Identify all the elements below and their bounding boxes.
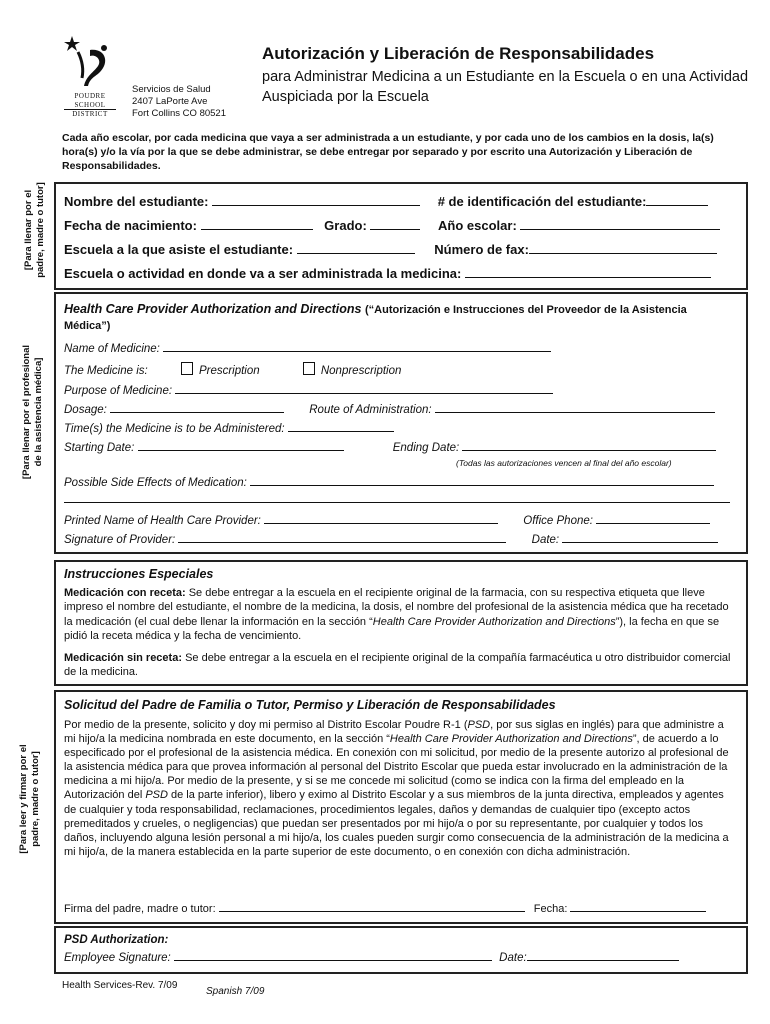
page-subtitle: para Administrar Medicina a un Estudiante en la Escuela o en una Actividad Auspiciada por la Escuela (262, 69, 749, 105)
employee-date-label: Date: (499, 952, 527, 964)
nonprescription-label: Nonprescription (320, 365, 402, 377)
medicine-name-field[interactable] (163, 340, 551, 352)
provider-name-label: Printed Name of Health Care Provider: (64, 515, 261, 527)
provider-name-field[interactable] (264, 512, 498, 524)
activity-label: Escuela o actividad en donde va a ser administrada la medicina: (64, 266, 462, 281)
student-name-label: Nombre del estudiante: (64, 194, 209, 209)
office-phone-label: Office Phone: (523, 515, 593, 527)
otc-instructions (64, 651, 734, 680)
purpose-field[interactable] (175, 382, 553, 394)
student-name-field[interactable] (212, 194, 420, 206)
special-instructions-section (54, 560, 748, 686)
dept-street: 2407 LaPorte Ave (132, 96, 208, 107)
footer-rev: Health Services-Rev. 7/09 (62, 980, 178, 991)
rx-text-1: Se debe entregar a la escuela en el recipiente original de la farmacia, con su respectiva etiqueta que lleve impreso el nombre del estudiante, el nombre de la medicina, la dosis, el nombre del profesional de la asistencia médica que ha recetado la medicación (el cual debe llenar la información en la sección “ (64, 587, 729, 628)
release-section (54, 690, 748, 924)
side-effects-field[interactable] (250, 474, 714, 486)
side-label-parent (23, 155, 47, 305)
release-text-2: , por sus siglas en inglés) para que administre a mi hijo/a la medicina nombrada en este documento, en la sección “ (64, 719, 724, 746)
release-text (64, 718, 734, 859)
release-text-1: Por medio de la presente, solicito y doy mi permiso al Distrito Escolar Poudre R-1 ( (64, 719, 468, 731)
page-title: Autorización y Liberación de Responsabilidades (262, 44, 655, 63)
school-field[interactable] (297, 242, 415, 254)
side-effects-label: Possible Side Effects of Medication: (64, 477, 247, 489)
rx-label: Medicación con receta: (64, 587, 186, 599)
side-label-release-1: [Para leer y firmar por el (18, 744, 29, 854)
special-title: Instrucciones Especiales (64, 567, 214, 581)
student-id-label: # de identificación del estudiante: (437, 194, 647, 209)
side-label-parent-2: padre, madre o tutor] (35, 182, 46, 278)
department-address (132, 84, 226, 120)
school-label: Escuela a la que asiste el estudiante: (64, 242, 294, 257)
parent-signature-label: Firma del padre, madre o tutor: (64, 903, 216, 915)
dept-city: Fort Collins CO 80521 (132, 108, 226, 119)
side-label-provider-1: [Para llenar por el profesional (21, 344, 32, 480)
provider-section (54, 292, 748, 554)
release-text-4: de la parte inferior), libero y eximo al Distrito Escolar y a sus miembros de la junta directiva, empleados y agentes de cualquier y toda responsabilidad, reclamaciones, procedimientos legales, daños y demandas de cualquier tipo (excepto actos premeditados y crueles, o negligencias) que puedan ser presentados por mi hijo/a o por su representante, por cualquier y todos los daños, incluyendo alguna lesión personal a mi hijo/a, los cuales pueden surgir como consecuencia de la administración de la medicina a mi hijo/a, de la manera establecida en la parte superior de este documento, o en conexión con dicha administración. (64, 789, 729, 858)
otc-label: Medicación sin receta: (64, 652, 182, 664)
side-effects-field-2[interactable] (64, 491, 730, 503)
district-logo (60, 30, 120, 122)
employee-date-field[interactable] (527, 949, 679, 961)
school-year-field[interactable] (520, 218, 720, 230)
dosage-label: Dosage: (64, 404, 107, 416)
dosage-field[interactable] (110, 401, 284, 413)
rx-instructions (64, 586, 734, 643)
intro-text: Cada año escolar, por cada medicina que vaya a ser administrada a un estudiante, y por cada uno de los cambios en la dosis, la(s) hora(s) y/o la vía por la que se debe administrar, se debe entregar por separado y por escrito una Autorización y Liberación de Responsabilidades. (62, 132, 714, 172)
ending-date-field[interactable] (462, 439, 716, 451)
release-psd-2: PSD (145, 789, 168, 802)
purpose-label: Purpose of Medicine: (64, 385, 173, 397)
release-ref: Health Care Provider Authorization and Directions (389, 733, 633, 746)
provider-date-label: Date: (531, 534, 560, 546)
fax-label: Número de fax: (434, 242, 529, 257)
nonprescription-checkbox[interactable] (303, 362, 315, 375)
provider-signature-field[interactable] (178, 531, 506, 543)
logo-text-1: POUDRE (74, 92, 106, 100)
release-psd: PSD (467, 719, 491, 731)
provider-date-field[interactable] (562, 531, 718, 543)
side-label-parent-1: [Para llenar por el (23, 189, 34, 271)
side-label-provider (21, 317, 45, 507)
route-field[interactable] (435, 401, 715, 413)
psd-auth-title: PSD Authorization: (64, 934, 169, 946)
starting-date-field[interactable] (138, 439, 344, 451)
times-field[interactable] (288, 420, 394, 432)
student-id-field[interactable] (646, 194, 708, 206)
employee-signature-label: Employee Signature: (64, 952, 171, 964)
grade-label: Grado: (324, 218, 367, 233)
side-label-provider-2: de la asistencia médica] (33, 357, 44, 467)
times-label: Time(s) the Medicine is to be Administered: (64, 423, 285, 435)
expiration-note: (Todas las autorizaciones vencen al final del año escolar) (456, 458, 672, 468)
provider-title: Health Care Provider Authorization and Directions (64, 302, 362, 316)
starting-date-label: Starting Date: (64, 442, 135, 454)
provider-header (64, 302, 734, 334)
birth-date-label: Fecha de nacimiento: (64, 218, 197, 233)
fax-field[interactable] (529, 242, 717, 254)
birth-date-field[interactable] (201, 218, 313, 230)
route-label: Route of Administration: (309, 404, 432, 416)
school-year-label: Año escolar: (438, 218, 517, 233)
dept-name: Servicios de Salud (132, 84, 211, 95)
rx-ref: Health Care Provider Authorization and Directions (372, 615, 616, 628)
footer-spanish: Spanish 7/09 (206, 986, 265, 997)
otc-text: Se debe entregar a la escuela en el recipiente original de la compañía farmacéutica u otro distribuidor comercial de la medicina. (64, 652, 731, 679)
medicine-name-label: Name of Medicine: (64, 343, 160, 355)
ending-date-label: Ending Date: (392, 442, 460, 454)
parent-info-section (54, 182, 748, 290)
release-title: Solicitud del Padre de Familia o Tutor, Permiso y Liberación de Responsabilidades (64, 698, 556, 712)
parent-date-label: Fecha: (533, 903, 568, 915)
logo-text-2: SCHOOL (74, 100, 106, 109)
psd-authorization-section (54, 926, 748, 974)
medicine-is-label: The Medicine is: (64, 365, 148, 377)
parent-date-field[interactable] (570, 900, 706, 912)
side-label-release (18, 719, 42, 879)
activity-field[interactable] (465, 266, 711, 278)
release-text-3: ”, de acuerdo a lo especificado por el profesional de la asistencia médica. En conexión con mi solicitud, por medio de la presente autorizo al profesional de la asistencia médica para que provea información al personal del Distrito Escolar que pueda estar involucrado en la administración de la medicina a mi hijo/a. Por medio de la presente, y si se me concede mi solicitud (como se indica con la firma del empleado en la Autorización del (64, 733, 729, 802)
rx-text-2: ”), la fecha en que se pidió la receta médica y la fecha de vencimiento. (64, 615, 720, 642)
grade-field[interactable] (370, 218, 420, 230)
side-label-release-2: padre, madre o tutor] (30, 751, 41, 847)
parent-signature-field[interactable] (219, 900, 525, 912)
provider-signature-label: Signature of Provider: (64, 534, 176, 546)
provider-title-es: (“Autorización e Instrucciones del Proveedor de la Asistencia Médica”) (64, 304, 687, 332)
employee-signature-field[interactable] (174, 949, 492, 961)
office-phone-field[interactable] (596, 512, 710, 524)
prescription-label: Prescription (198, 365, 260, 377)
prescription-checkbox[interactable] (181, 362, 193, 375)
logo-text-3: DISTRICT (64, 109, 116, 119)
